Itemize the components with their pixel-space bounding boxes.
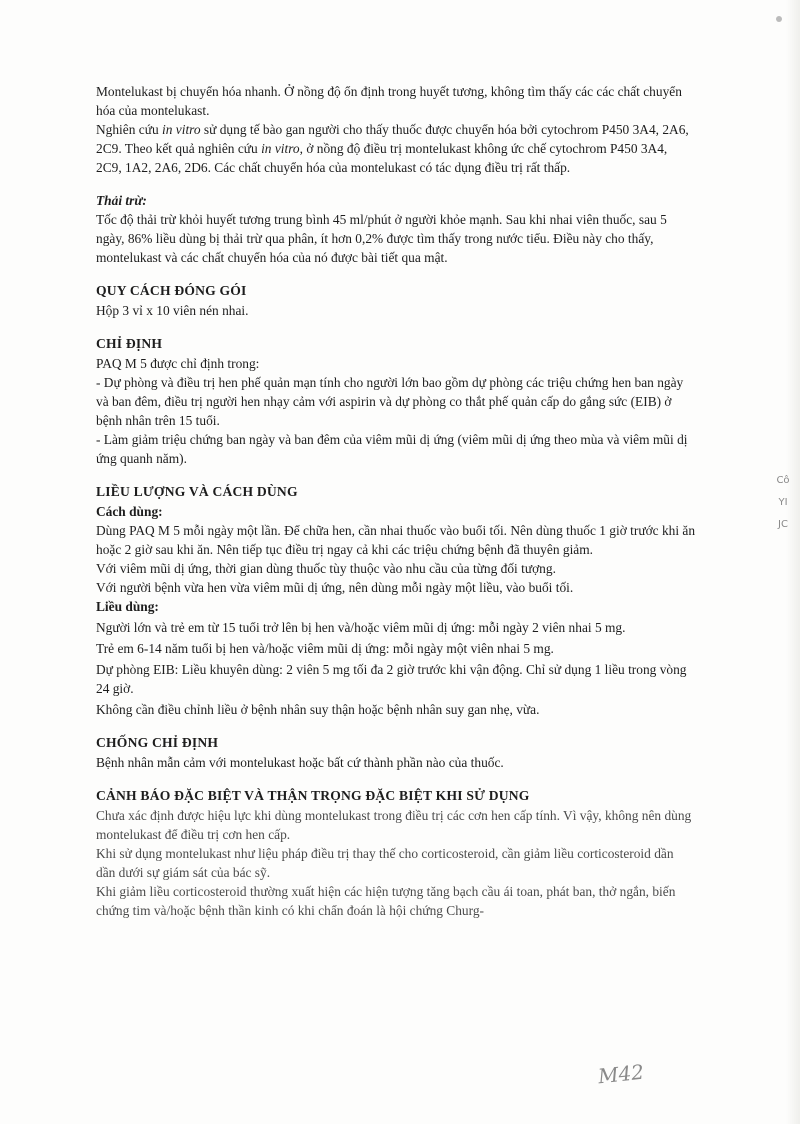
dose-text-2: Trẻ em 6-14 năm tuổi bị hen và/hoặc viêm mũi dị ứng: mỗi ngày một viên nhai 5 mg. <box>96 641 554 656</box>
warnings-text-2: Khi sử dụng montelukast như liệu pháp điều trị thay thế cho corticosteroid, cần giảm liều corticosteroid dần dần dưới sự giám sát của bác sỹ. <box>96 846 674 880</box>
elimination-text: Tốc độ thải trừ khỏi huyết tương trung bình 45 ml/phút ở người khỏe mạnh. Sau khi nhai viên thuốc, sau 5 ngày, 86% liều dùng bị thải trừ qua phân, ít hơn 0,2% được tìm thấy trong nước tiểu. Điều này cho thấy, montelukast và các chất chuyển hóa của nó được bài tiết qua mật. <box>96 212 667 265</box>
scan-edge-shadow <box>786 0 800 1124</box>
indications-intro: PAQ M 5 được chỉ định trong: <box>96 356 260 371</box>
margin-mark: Cô <box>776 475 790 486</box>
handwritten-initials: M42 <box>596 1059 646 1089</box>
contraindications-heading: CHỐNG CHỈ ĐỊNH <box>96 735 219 750</box>
usage-text-3: Với người bệnh vừa hen vừa viêm mũi dị ứng, nên dùng mỗi ngày một liều, vào buổi tối. <box>96 580 574 595</box>
dose-text-4: Không cần điều chỉnh liều ở bệnh nhân suy thận hoặc bệnh nhân suy gan nhẹ, vừa. <box>96 702 540 717</box>
contraindications-text: Bệnh nhân mẫn cảm với montelukast hoặc bất cứ thành phần nào của thuốc. <box>96 755 504 770</box>
usage-label: Cách dùng: <box>96 504 163 519</box>
dose-text-3: Dự phòng EIB: Liều khuyên dùng: 2 viên 5 mg tối đa 2 giờ trước khi vận động. Chỉ sử dụng 1 liều trong vòng 24 giờ. <box>96 662 687 696</box>
margin-mark: YI <box>778 497 788 508</box>
intro-paragraph-1: Montelukast bị chuyển hóa nhanh. Ở nồng độ ổn định trong huyết tương, không tìm thấy các các chất chuyển hóa của montelukast. <box>96 84 682 118</box>
warnings-heading: CẢNH BÁO ĐẶC BIỆT VÀ THẬN TRỌNG ĐẶC BIỆT KHI SỬ DỤNG <box>96 788 530 803</box>
dose-label: Liều dùng: <box>96 599 159 614</box>
margin-stamp-fragments <box>770 470 796 536</box>
packaging-text: Hộp 3 vỉ x 10 viên nén nhai. <box>96 303 249 318</box>
dosage-heading: LIỀU LƯỢNG VÀ CÁCH DÙNG <box>96 484 298 499</box>
indications-item-2: - Làm giảm triệu chứng ban ngày và ban đêm của viêm mũi dị ứng (viêm mũi dị ứng theo mùa và viêm mũi dị ứng quanh năm). <box>96 432 688 466</box>
warnings-text-3: Khi giảm liều corticosteroid thường xuất hiện các hiện tượng tăng bạch cầu ái toan, phát ban, thở ngắn, biến chứng tim và/hoặc bệnh thần kinh có khi chẩn đoán là hội chứng Churg- <box>96 884 676 918</box>
scan-dot <box>776 16 782 22</box>
document-page <box>96 82 696 920</box>
usage-text-1: Dùng PAQ M 5 mỗi ngày một lần. Để chữa hen, cần nhai thuốc vào buổi tối. Nên dùng thuốc 1 giờ trước khi ăn hoặc 2 giờ sau khi ăn. Nên tiếp tục điều trị ngay cả khi các triệu chứng bệnh đã thuyên giảm. <box>96 523 696 557</box>
dose-text-1: Người lớn và trẻ em từ 15 tuổi trở lên bị hen và/hoặc viêm mũi dị ứng: mỗi ngày 2 viên nhai 5 mg. <box>96 620 626 635</box>
packaging-heading: QUY CÁCH ĐÓNG GÓI <box>96 283 247 298</box>
warnings-text-1: Chưa xác định được hiệu lực khi dùng montelukast trong điều trị các cơn hen cấp tính. Vì vậy, không nên dùng montelukast để điều trị cơn hen cấp. <box>96 808 692 842</box>
margin-mark: JC <box>778 519 788 530</box>
indications-item-1: - Dự phòng và điều trị hen phế quản mạn tính cho người lớn bao gồm dự phòng các triệu chứng hen ban ngày và ban đêm, điều trị người hen nhạy cảm với aspirin và dự phòng co thắt phế quản cấp do gắng sức (EIB) ở bệnh nhân trên 15 tuổi. <box>96 375 684 428</box>
indications-heading: CHỈ ĐỊNH <box>96 336 163 351</box>
intro-paragraph-2: Nghiên cứu in vitro sử dụng tế bào gan người cho thấy thuốc được chuyển hóa bởi cytochrom P450 3A4, 2A6, 2C9. Theo kết quả nghiên cứu in vitro, ở nồng độ điều trị montelukast không ức chế cytochrom P450 3A4, 2C9, 1A2, 2A6, 2D6. Các chất chuyển hóa của montelukast có tác dụng điều trị rất thấp. <box>96 122 689 175</box>
usage-text-2: Với viêm mũi dị ứng, thời gian dùng thuốc tùy thuộc vào nhu cầu của từng đối tượng. <box>96 561 556 576</box>
elimination-heading: Thải trừ: <box>96 193 147 208</box>
